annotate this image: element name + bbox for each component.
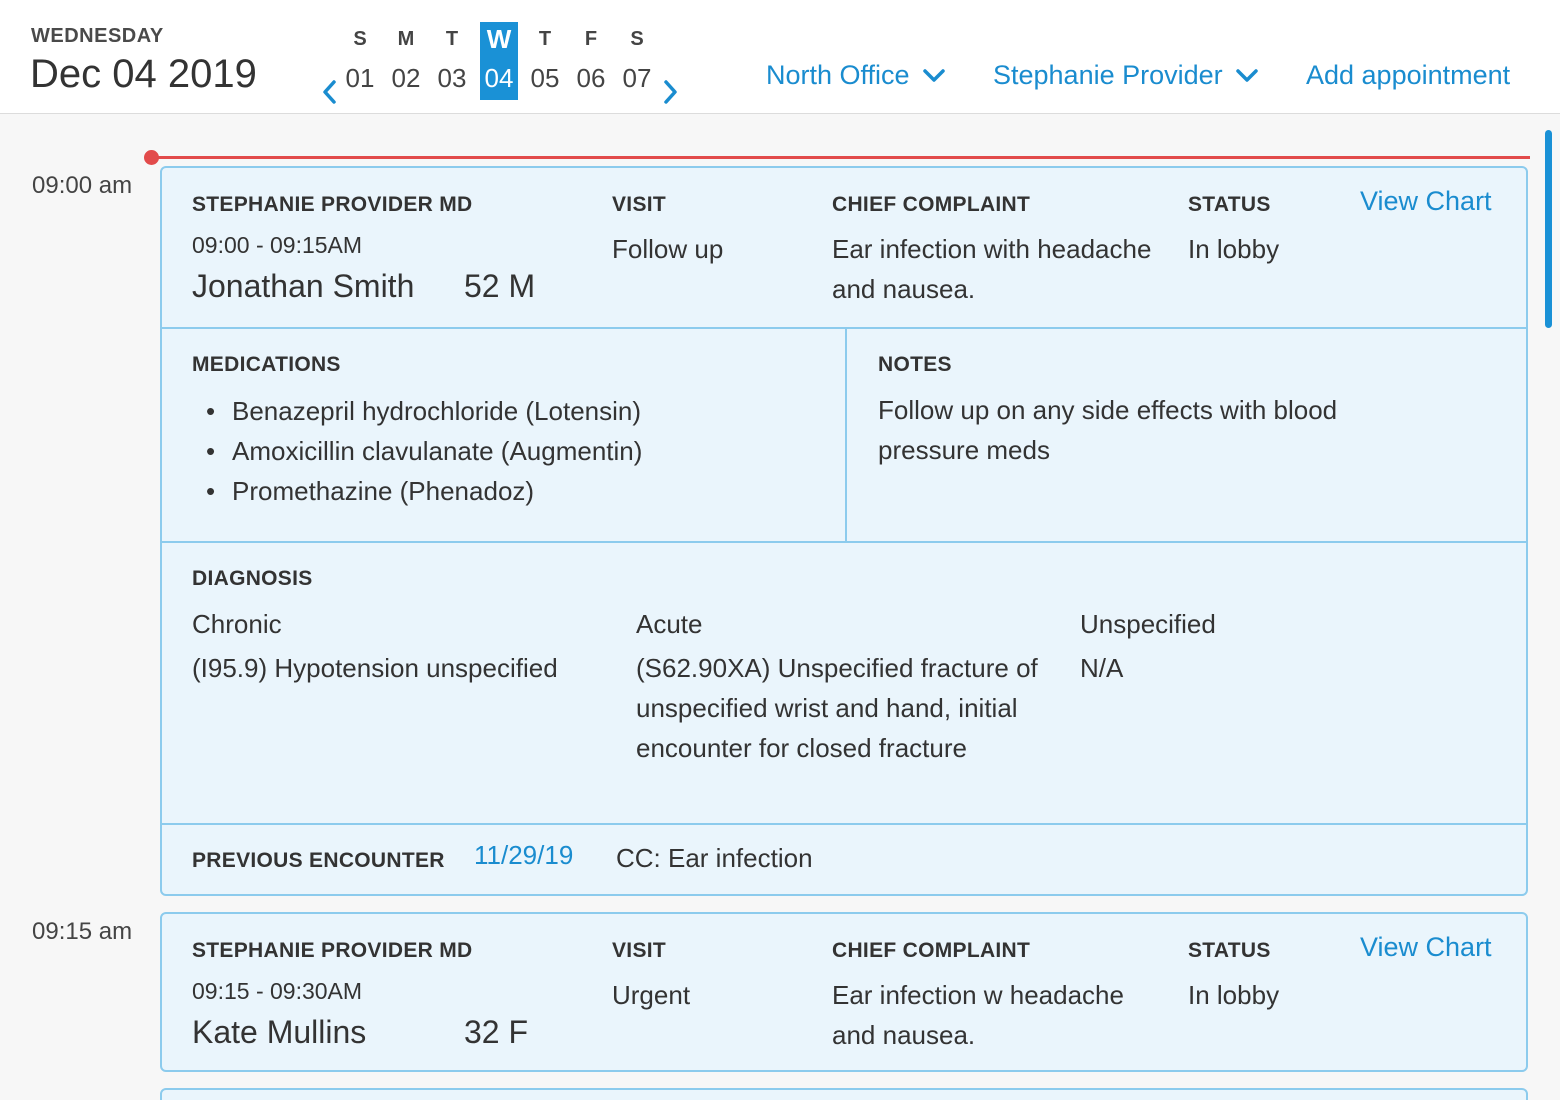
medication-item: • Amoxicillin clavulanate (Augmentin) [192, 431, 642, 471]
current-time-dot [144, 150, 159, 165]
diagnosis-detail-chronic: (I95.9) Hypotension unspecified [192, 653, 558, 683]
day-number: 04 [484, 63, 514, 93]
provider-name: STEPHANIE PROVIDER MD [192, 193, 473, 216]
view-chart-link[interactable]: View Chart [1360, 932, 1492, 962]
status-value: In lobby [1188, 980, 1280, 1010]
column-divider [845, 329, 847, 541]
office-dropdown-label: North Office [766, 60, 910, 90]
patient-age-sex: 32 F [464, 1014, 529, 1050]
status-label: STATUS [1188, 939, 1271, 962]
appointment-card-partial[interactable] [160, 1088, 1528, 1100]
chief-complaint-label: CHIEF COMPLAINT [832, 939, 1031, 962]
chief-complaint-label: CHIEF COMPLAINT [832, 193, 1031, 216]
diagnosis-type-chronic: Chronic [192, 609, 282, 639]
appointment-summary-row [162, 168, 1526, 329]
day-sunday[interactable] [341, 22, 379, 100]
patient-name[interactable]: Jonathan Smith [192, 268, 415, 304]
chevron-down-icon [1235, 68, 1259, 84]
day-letter: T [445, 28, 459, 50]
next-week-button[interactable] [658, 78, 682, 106]
diagnosis-detail-unspecified: N/A [1080, 653, 1124, 683]
visit-label: VISIT [612, 193, 667, 216]
provider-name: STEPHANIE PROVIDER MD [192, 939, 473, 962]
diagnosis-label: DIAGNOSIS [192, 567, 313, 590]
current-time-line [152, 156, 1530, 159]
day-letter: W [486, 24, 512, 54]
day-wednesday-selected[interactable] [480, 22, 518, 100]
provider-dropdown-label: Stephanie Provider [993, 60, 1223, 90]
day-number: 03 [437, 63, 467, 93]
day-letter: S [630, 28, 644, 50]
patient-name[interactable]: Kate Mullins [192, 1014, 367, 1050]
medication-item: • Benazepril hydrochloride (Lotensin) [192, 391, 642, 431]
previous-encounter-date-link[interactable]: 11/29/19 [474, 840, 574, 870]
day-number: 05 [530, 63, 560, 93]
diagnosis-row [162, 543, 1526, 825]
visit-type: Follow up [612, 234, 724, 264]
day-number: 06 [576, 63, 606, 93]
previous-encounter-label: PREVIOUS ENCOUNTER [192, 849, 445, 872]
day-letter: T [538, 28, 552, 50]
weekday-label: WEDNESDAY [31, 25, 164, 47]
notes-label: NOTES [878, 353, 952, 376]
schedule-header [0, 0, 1560, 114]
day-thursday[interactable] [526, 22, 564, 100]
previous-encounter-row [162, 825, 1526, 894]
day-letter: F [584, 28, 598, 50]
visit-type: Urgent [612, 980, 691, 1010]
diagnosis-type-acute: Acute [636, 609, 703, 639]
day-saturday[interactable] [618, 22, 656, 100]
medications-label: MEDICATIONS [192, 353, 341, 376]
day-friday[interactable] [572, 22, 610, 100]
medications-notes-row [162, 329, 1526, 543]
medications-list [192, 391, 642, 511]
appointment-card[interactable] [160, 912, 1528, 1072]
appointment-card-expanded[interactable] [160, 166, 1528, 896]
diagnosis-detail-acute: (S62.90XA) Unspecified fracture of unspecified wrist and hand, initial encounter for closed fracture [636, 653, 1038, 763]
status-label: STATUS [1188, 193, 1271, 216]
office-dropdown[interactable] [766, 60, 946, 91]
prev-week-button[interactable] [318, 78, 342, 106]
view-chart-link[interactable]: View Chart [1360, 186, 1492, 216]
time-slot-label: 09:15 am [32, 918, 133, 945]
day-number: 02 [391, 63, 421, 93]
day-number: 07 [622, 63, 652, 93]
time-slot-label: 09:00 am [32, 172, 133, 199]
patient-age-sex: 52 M [464, 268, 536, 304]
chevron-left-icon [318, 78, 342, 106]
day-tuesday[interactable] [433, 22, 471, 100]
scrollbar-thumb[interactable] [1545, 130, 1552, 328]
notes-text: Follow up on any side effects with blood pressure meds [878, 395, 1338, 465]
add-appointment-link[interactable]: Add appointment [1306, 60, 1511, 90]
visit-label: VISIT [612, 939, 667, 962]
medication-item: • Promethazine (Phenadoz) [192, 471, 642, 511]
day-monday[interactable] [387, 22, 425, 100]
appointment-time-range: 09:15 - 09:30AM [192, 978, 363, 1004]
previous-encounter-cc: CC: Ear infection [616, 843, 813, 873]
day-letter: S [353, 28, 367, 50]
chief-complaint: Ear infection with headache and nausea. [832, 234, 1152, 304]
appointment-time-range: 09:00 - 09:15AM [192, 232, 363, 258]
chief-complaint: Ear infection w headache and nausea. [832, 980, 1124, 1050]
chevron-right-icon [658, 78, 682, 106]
appointment-summary-row [162, 914, 1526, 1070]
selected-date: Dec 04 2019 [30, 52, 257, 96]
provider-dropdown[interactable] [993, 60, 1259, 91]
chevron-down-icon [922, 68, 946, 84]
status-value: In lobby [1188, 234, 1280, 264]
day-number: 01 [345, 63, 375, 93]
diagnosis-type-unspecified: Unspecified [1080, 609, 1216, 639]
day-letter: M [397, 28, 415, 50]
